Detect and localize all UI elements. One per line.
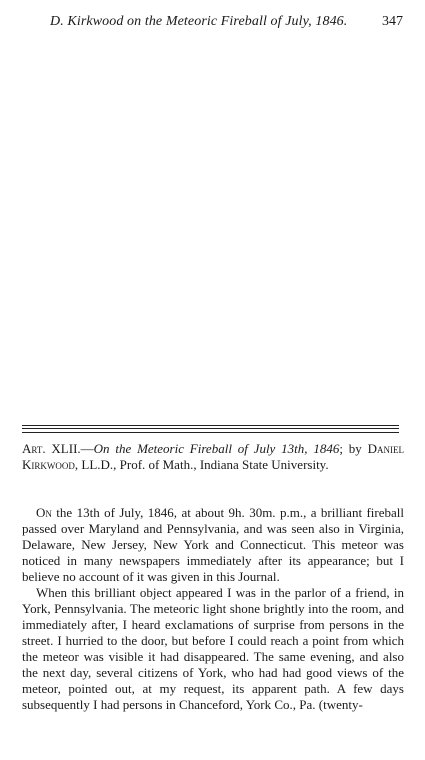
article-number: Art. XLII.— xyxy=(22,441,94,456)
paragraph-1-lead: On xyxy=(36,505,52,520)
paragraph-2: When this brilliant object appeared I was in the parlor of a friend, in York, Pennsylvania. The meteoric light shone brightly into the room, and immediately after, I heard exclamations of surprise from persons in the street. I hurried to the door, but before I could reach a point from which the meteor was visible it had disappeared. The same evening, and also the next day, several citizens of York, who had had good views of the meteor, pointed out, at my request, its apparent path. A few days subsequently I had persons in Chanceford, York Co., Pa. (twenty- xyxy=(22,585,404,712)
article-heading xyxy=(22,441,404,473)
page-number: 347 xyxy=(382,14,403,29)
article-author: Daniel Kirkwood xyxy=(22,441,404,472)
section-rule-top xyxy=(22,425,399,426)
section-rule-bottom xyxy=(22,432,399,433)
paragraph-1-text: the 13th of July, 1846, at about 9h. 30m. p.m., a brilliant fireball passed over Maryland and Pennsylvania, and was seen also in Virginia, Delaware, New Jersey, New York and Connecticut. This meteor was noticed in many newspapers immediately after its appearance; but I believe no account of it was given in this Journal. xyxy=(22,505,404,584)
running-head-title: D. Kirkwood on the Meteoric Fireball of July, 1846. xyxy=(50,14,348,29)
running-head xyxy=(36,14,403,32)
author-credentials: , LL.D., Prof. of Math., Indiana State University. xyxy=(74,457,329,472)
section-rule-middle xyxy=(22,428,399,429)
paragraph-1 xyxy=(22,505,404,585)
article-by: ; by xyxy=(339,441,362,456)
article-title: On the Meteoric Fireball of July 13th, 1846 xyxy=(93,441,340,456)
article-body xyxy=(22,505,404,713)
